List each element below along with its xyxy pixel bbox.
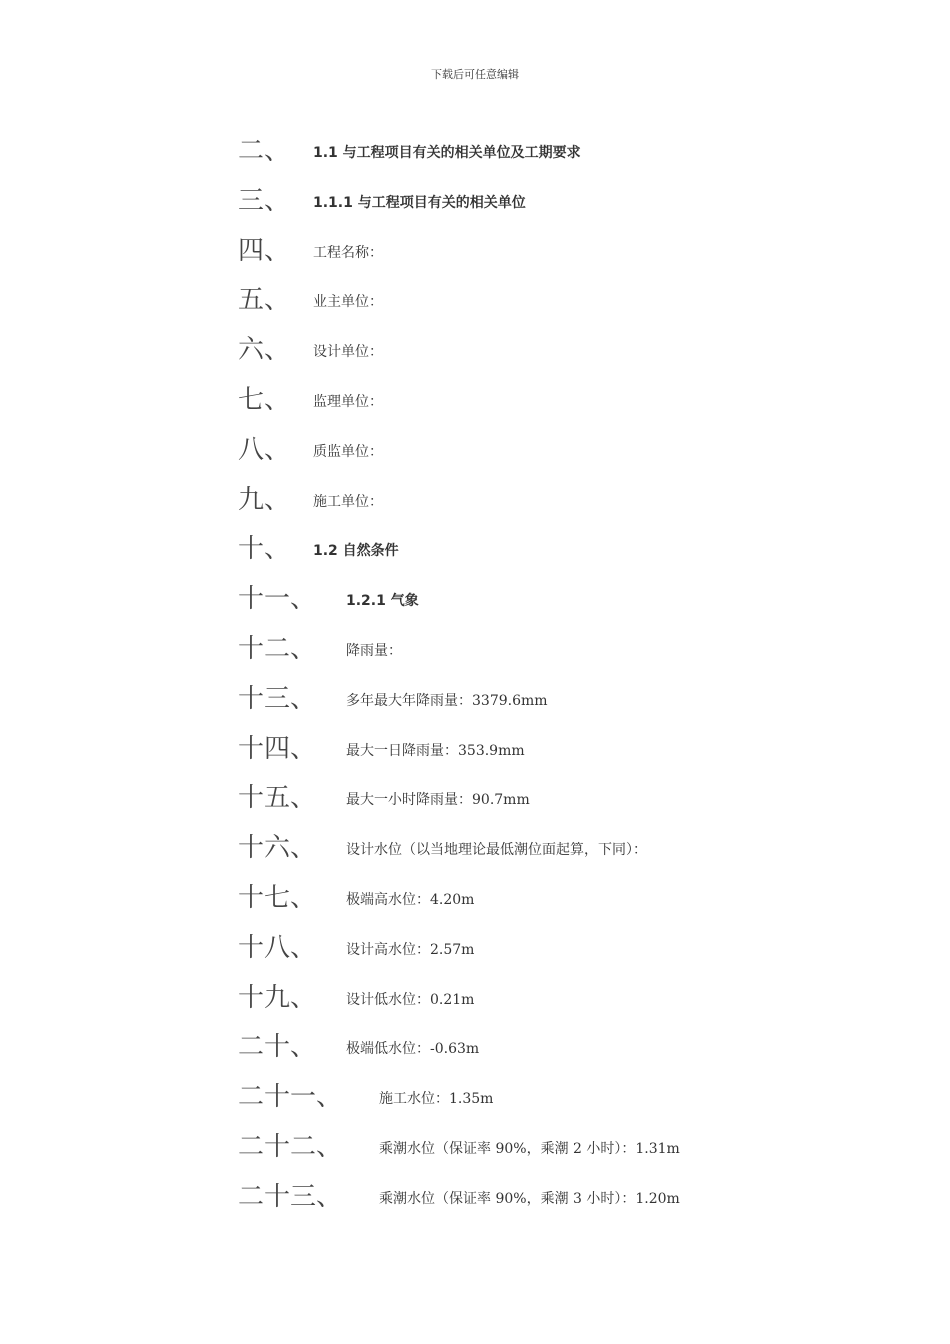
list-number: 十六、	[238, 833, 317, 864]
list-text: 设计低水位：0.21m	[346, 991, 475, 1008]
list-item	[238, 978, 798, 1028]
section-heading: 1.1.1 与工程项目有关的相关单位	[313, 194, 526, 211]
list-text: 设计水位（以当地理论最低潮位面起算，下同）：	[346, 842, 647, 859]
list-number: 八、	[238, 434, 291, 465]
list-number: 四、	[238, 235, 291, 266]
list-text: 乘潮水位（保证率 90%，乘潮 3 小时）：1.20m	[379, 1190, 680, 1207]
list-number: 十二、	[238, 633, 317, 664]
list-number: 九、	[238, 484, 291, 515]
list-text: 质监单位：	[313, 443, 383, 460]
list-item	[238, 1027, 798, 1077]
list-number: 七、	[238, 384, 291, 415]
list-item	[238, 679, 798, 729]
list-item	[238, 878, 798, 928]
list-item	[238, 380, 798, 430]
list-item	[238, 1127, 798, 1177]
list-item	[238, 131, 798, 181]
section-heading: 1.2.1 气象	[346, 593, 419, 610]
section-heading: 1.2 自然条件	[313, 543, 399, 560]
list-number: 十、	[238, 534, 291, 565]
list-item	[238, 1177, 798, 1227]
list-number: 十九、	[238, 982, 317, 1013]
list-number: 十五、	[238, 783, 317, 814]
list-number: 十四、	[238, 733, 317, 764]
list-number: 十八、	[238, 932, 317, 963]
page-header: 下载后可任意编辑	[431, 68, 519, 81]
list-number: 十七、	[238, 882, 317, 913]
list-item	[238, 729, 798, 779]
list-number: 十三、	[238, 683, 317, 714]
list-text: 施工单位：	[313, 493, 383, 510]
list-number: 十一、	[238, 584, 317, 615]
list-item	[238, 778, 798, 828]
list-item	[238, 828, 798, 878]
list-text: 业主单位：	[313, 294, 383, 311]
list-number: 二十一、	[238, 1082, 343, 1113]
list-text: 多年最大年降雨量：3379.6mm	[346, 692, 548, 709]
list-text: 乘潮水位（保证率 90%，乘潮 2 小时）：1.31m	[379, 1140, 680, 1157]
list-text: 设计高水位：2.57m	[346, 941, 475, 958]
list-item	[238, 579, 798, 629]
list-number: 二十三、	[238, 1181, 343, 1212]
list-item	[238, 280, 798, 330]
list-text: 最大一日降雨量：353.9mm	[346, 742, 525, 759]
list-item	[238, 480, 798, 530]
section-heading: 1.1 与工程项目有关的相关单位及工期要求	[313, 145, 581, 161]
list-item	[238, 330, 798, 380]
list-number: 三、	[238, 185, 291, 216]
list-item	[238, 629, 798, 679]
list-text: 降雨量：	[346, 642, 402, 659]
list-text: 监理单位：	[313, 393, 383, 410]
list-item	[238, 181, 798, 231]
list-item	[238, 928, 798, 978]
list-number: 二、	[238, 136, 291, 166]
document-body	[238, 131, 798, 1227]
list-number: 五、	[238, 285, 291, 316]
list-number: 二十二、	[238, 1131, 343, 1162]
list-number: 六、	[238, 335, 291, 366]
list-text: 工程名称：	[313, 244, 383, 261]
list-number: 二十、	[238, 1032, 317, 1063]
list-text: 设计单位：	[313, 344, 383, 361]
list-text: 最大一小时降雨量：90.7mm	[346, 792, 530, 809]
list-item	[238, 430, 798, 480]
list-item	[238, 231, 798, 281]
list-item	[238, 1077, 798, 1127]
list-text: 极端高水位：4.20m	[346, 891, 475, 908]
list-text: 极端低水位：-0.63m	[346, 1041, 480, 1058]
list-item	[238, 529, 798, 579]
list-text: 施工水位：1.35m	[379, 1091, 494, 1108]
